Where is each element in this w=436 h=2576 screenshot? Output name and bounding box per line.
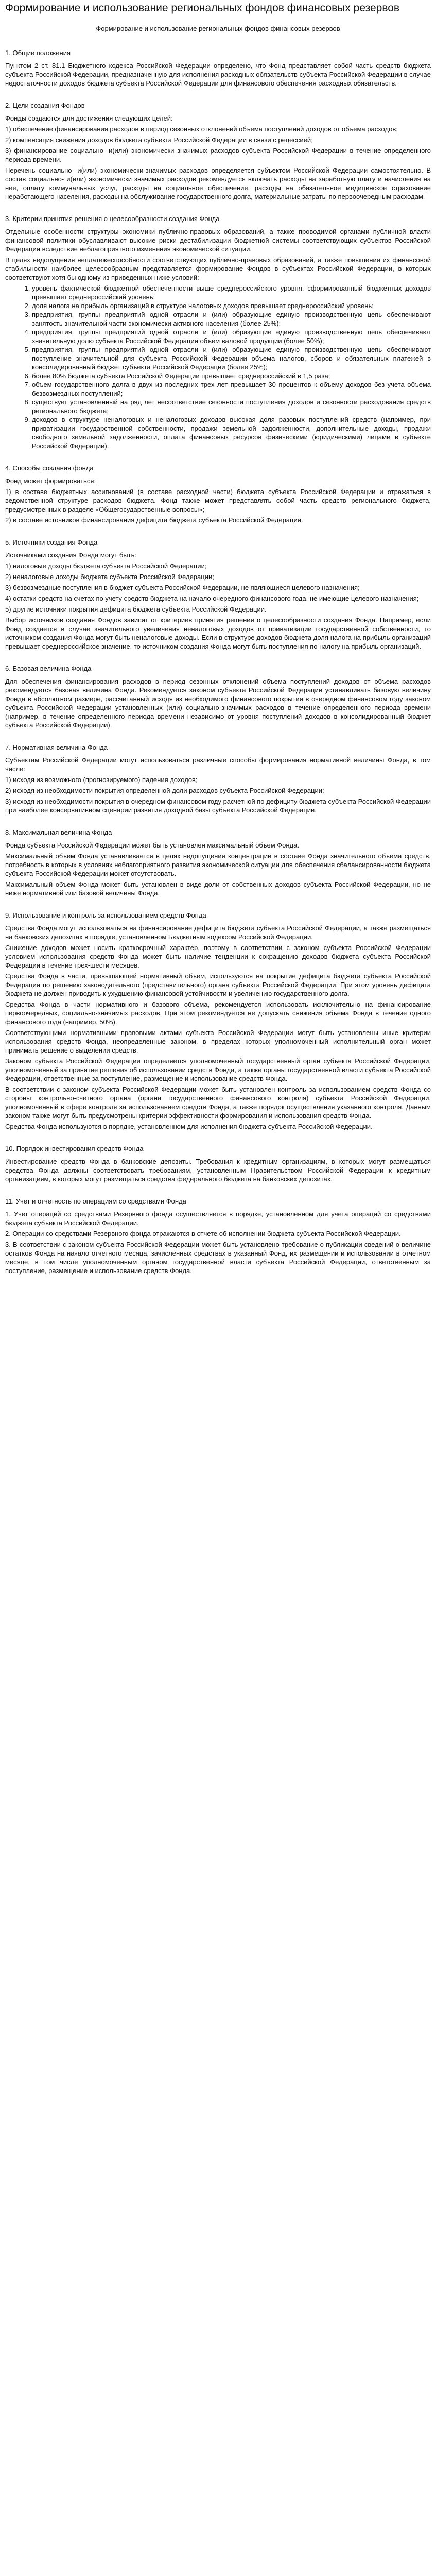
section-heading: 1. Общие положения [5, 49, 71, 57]
criteria-list [5, 284, 431, 450]
list-item: 8. существует установленный на ряд лет несоответствие сезонности поступления доходов и сезонности расходования средств регионального бюджета; [32, 398, 431, 415]
paragraph: Соответствующими нормативными правовыми актами субъекта Российской Федерации могут быть установлены иные критерии использования средств Фонда, неопределенные законом, в пределах которых уполномоченный исполнительный орган может принимать решение о выделении средств. [5, 1029, 431, 1054]
paragraph: В соответствии с законом субъекта Российской Федерации может быть установлен контроль за использованием средств Фонда со стороны контрольно-счетного органа (органа государственного финансового контроля) субъекта Российской Федерации, уполномоченный в сфере контроля за использованием средств Фонда, а также порядок осуществления указанного контроля. Данным законом также могут быть предусмотрены критерии эффективности формирования и использования средств Фонда. [5, 1086, 431, 1120]
section-8 [5, 828, 431, 897]
section-heading: 11. Учет и отчетность по операциям со средствами Фонда [5, 1197, 186, 1205]
section-5 [5, 538, 431, 651]
paragraph: Для обеспечения финансирования расходов в период сезонных отклонений объема поступлений доходов от объема расходов рекомендуется базовая величина Фонда. Рекомендуется законом субъекта Российской Федерации устанавливать базовую величину Фонда в абсолютном размере, рассчитанный исходя из необходимого финансового покрытия в очередном финансовом году законом субъекта Российской Федерации установленных (или) социально-значимых расходов в течение определенного периода времени (например, в течение определенного периода времени независимо от уровня поступлений доходов в консолидированный бюджет субъекта Российской Федерации). [5, 677, 431, 729]
section-6 [5, 664, 431, 730]
paragraph: Максимальный объем Фонда может быть установлен в виде доли от собственных доходов субъекта Российской Федерации, но не ниже нормативной или базовой величины Фонда. [5, 880, 431, 897]
list-item: 5. предприятия, группы предприятий одной отрасли и (или) образующие единую производственную цепь обеспечивают поступление значительной для субъекта Российской Федерации объема налогов, сборов и обязательных платежей в консолидированный бюджет субъекта Российской Федерации (более 25%); [32, 345, 431, 371]
paragraph: Фонд может формироваться: [5, 477, 96, 485]
paragraph: Средства Фонда в части нормативного и базового объема, рекомендуется использовать исключительно на финансирование первоочередных, социально-значимых расходов. При этом рекомендуется не допускать снижения объема Фонда в течение одного финансового года (например, 50%). [5, 1001, 431, 1026]
list-item: 6. более 80% бюджета субъекта Российской Федерации превышает среднероссийский в 1,5 раза; [32, 371, 431, 380]
paragraph: Законом субъекта Российской Федерации определяется уполномоченный государственный орган субъекта Российской Федерации, уполномоченный за принятие решения об использовании средств Фонда, а также органы государственной власти субъекта Российской Федерации, ответственные за поступление, размещение и использование средств Фонда. [5, 1057, 431, 1082]
paragraph: 4) остатки средств на счетах по учету средств бюджета на начало очередного финансового года, не имеющие целевого назначения; [5, 595, 419, 602]
paragraph: Фонды создаются для достижения следующих целей: [5, 114, 173, 122]
section-heading: 5. Источники создания Фонда [5, 538, 98, 546]
list-item: 7. объем государственного долга в двух из последних трех лет превышает 30 процентов к объему доходов без учета объема безвозмездных поступлений; [32, 380, 431, 398]
paragraph: Снижение доходов может носить краткосрочный характер, поэтому в соответствии с законом субъекта Российской Федерации условием использования средств Фонда может быть наличие тенденции к сокращению доходов бюджета субъекта Российской Федерации в течение трех-шести месяцев. [5, 944, 431, 969]
list-item: 9. доходов в структуре неналоговых и неналоговых доходов высокая доля разовых поступлений средств (например, при приватизации государственной собственности, продажи земельной задолженности, дополнительные доходы, продажи свободного земельной задолженности, оплата финансовых ресурсов физическими (юридическими) лицами в субъекте Российской Федерации). [32, 415, 431, 450]
section-heading: 3. Критерии принятия решения о целесообразности создания Фонда [5, 215, 220, 223]
paragraph: Средства Фонда могут использоваться на финансирование дефицита бюджета субъекта Российской Федерации, а также размещаться на банковских депозитах в порядке, установленном Бюджетным кодексом Российской Федерации. [5, 924, 431, 941]
paragraph: Инвестирование средств Фонда в банковские депозиты. Требования к кредитным организациям, в которых могут размещаться средства Фонда должны соответствовать требованиям, установленным Правительством Российской Федерации к кредитным организациям, в которых могут размещаться средства федерального бюджета на банковских депозитах. [5, 1158, 431, 1183]
section-3 [5, 214, 431, 450]
section-heading: 6. Базовая величина Фонда [5, 665, 92, 672]
paragraph: 1) обеспечение финансирования расходов в период сезонных отклонений объема поступлений доходов от объема расходов; [5, 125, 398, 133]
list-item: 3. предприятия, группы предприятий одной отрасли и (или) образующие единую производственную цепь обеспечивают занятость значительной части экономически активного населения (более 25%); [32, 310, 431, 328]
paragraph: Пунктом 2 ст. 81.1 Бюджетного кодекса Российской Федерации определено, что Фонд представляет собой часть средств бюджета субъекта Российской Федерации, предназначенную для исполнения расходных обязательств субъекта Российской Федерации в случае недостаточности доходов бюджета субъекта Российской Федерации для финансового обеспечения расходных обязательств. [5, 62, 431, 87]
paragraph: В целях недопущения неплатежеспособности соответствующих публично-правовых образований, а также повышения их финансовой стабильности наиболее целесообразным представляется формирование Фондов в субъектах Российской Федерации, в которых соответствуют хотя бы одному из приведенных ниже условий: [5, 256, 431, 281]
paragraph: Перечень социально- и(или) экономически-значимых расходов определяется субъектом Российской Федерации самостоятельно. В состав социально- и(или) экономически значимых расходов рекомендуется включать расходы на заработную плату и начисления на нее, оплату коммунальных услуг, расходы на социальное обеспечение, расходы на обязательное медицинское страхование неработающего населения, расходы на обслуживание государственного долга, материальные затраты по первоочередным расходам. [5, 166, 431, 200]
section-heading: 9. Использование и контроль за использованием средств Фонда [5, 911, 206, 919]
paragraph: 2) неналоговые доходы бюджета субъекта Российской Федерации; [5, 573, 214, 581]
paragraph: 2) в составе источников финансирования дефицита бюджета субъекта Российской Федерации. [5, 516, 303, 524]
section-9 [5, 911, 431, 1131]
list-item: 2. доля налога на прибыль организаций в структуре налоговых доходов превышает среднероссийский уровень; [32, 301, 431, 310]
paragraph: 1) налоговые доходы бюджета субъекта Российской Федерации; [5, 562, 207, 570]
paragraph: 5) другие источники покрытия дефицита бюджета субъекта Российской Федерации. [5, 605, 267, 613]
paragraph: 3) безвозмездные поступления в бюджет субъекта Российской Федерации, не являющиеся целевого назначения; [5, 584, 360, 591]
paragraph: 1) исходя из возможного (прогнозируемого) падения доходов; [5, 776, 198, 784]
section-heading: 10. Порядок инвестирования средств Фонда [5, 1145, 144, 1153]
paragraph: Выбор источников создания Фондов зависит от критериев принятия решения о целесообразности создания Фонда. Например, если Фонд создается в случае значительного увеличения неналоговых доходов от приватизации государственной собственности, то источником создания Фонда могут быть неналоговые доходы. Если в структуре доходов бюджета доля налога на прибыль организаций превышает среднероссийское значение, то источником создания Фонда могут быть поступления по налогу на прибыль организаций. [5, 616, 431, 650]
document-body [5, 48, 431, 1275]
section-1 [5, 48, 431, 88]
paragraph: Фонда субъекта Российской Федерации может быть установлен максимальный объем Фонда. [5, 841, 299, 849]
page-title: Формирование и использование региональных фондов финансовых резервов [5, 2, 400, 14]
section-10 [5, 1144, 431, 1183]
paragraph: 3) финансирование социально- и(или) экономически значимых расходов субъекта Российской Федерации в течение определенного периода времени. [5, 147, 431, 163]
paragraph: Максимальный объем Фонда устанавливается в целях недопущения концентрации в составе Фонда значительного объема средств, потребность в которых в условиях неблагоприятного развития экономической ситуации для обеспечения сбалансированности бюджета субъекта Российской Федерации может отсутствовать. [5, 852, 431, 877]
paragraph: Отдельные особенности структуры экономики публично-правовых образований, а также проводимой органами публичной власти финансовой политики обуславливают высокие риски дестабилизации бюджетной системы соответствующих субъектов Российской Федерации вследствие неблагоприятного изменения экономической ситуации. [5, 228, 431, 253]
paragraph: 1) в составе бюджетных ассигнований (в составе расходной части) бюджета субъекта Российской Федерации и отражаться в ведомственной структуре расходов бюджета. Фонд также может представлять собой часть средств регионального бюджета, предусмотренных в разделе «Общегосударственные вопросы»; [5, 488, 431, 513]
section-7 [5, 743, 431, 815]
section-heading: 4. Способы создания фонда [5, 464, 94, 472]
paragraph: 2) компенсация снижения доходов бюджета субъекта Российской Федерации в связи с рецессией; [5, 136, 313, 144]
section-heading: 2. Цели создания Фондов [5, 101, 85, 109]
section-2 [5, 101, 431, 201]
paragraph: 3) исходя из необходимости покрытия в очередном финансовом году расчетной по дефициту бюджета субъекта Российской Федерации при наиболее консервативном сценарии развития доходной базы субъекта Российской Федерации. [5, 798, 431, 814]
section-heading: 8. Максимальная величина Фонда [5, 828, 112, 836]
paragraph: Средства Фонда используются в порядке, установленном для исполнения бюджета субъекта Российской Федерации. [5, 1123, 373, 1130]
section-4 [5, 464, 431, 524]
paragraph: 2. Операции со средствами Резервного фонда отражаются в отчете об исполнении бюджета субъекта Российской Федерации. [5, 1230, 401, 1238]
section-11 [5, 1197, 431, 1275]
paragraph: Средства Фонда в части, превышающей нормативный объем, используются на покрытие дефицита бюджета субъекта Российской Федерации по решению законодательного (представительного) органа субъекта Российской Федерации. При этом уровень дефицита бюджета не должен приводить к ухудшению финансовой устойчивости и увеличению государственного долга. [5, 972, 431, 997]
paragraph: Источниками создания Фонда могут быть: [5, 551, 136, 559]
section-heading: 7. Нормативная величина Фонда [5, 743, 108, 751]
document-page [0, 2, 436, 1299]
paragraph: Субъектам Российской Федерации могут использоваться различные способы формирования нормативной величины Фонда, в том числе: [5, 756, 431, 773]
document-subtitle: Формирование и использование региональных фондов финансовых резервов [96, 25, 340, 32]
paragraph: 3. В соответствии с законом субъекта Российской Федерации может быть установлено требование о публикации сведений о величине остатков Фонда на начало отчетного месяца, зачисленных средствах в указанный Фонд, их размещении и использовании в отчетном месяце, в том числе уполномоченным органом государственной власти субъекта Российской Федерации, ответственным за поступление, размещение и использование средств Фонда. [5, 1241, 431, 1275]
paragraph: 1. Учет операций со средствами Резервного фонда осуществляется в порядке, установленном для учета операций со средствами бюджета субъекта Российской Федерации. [5, 1210, 431, 1227]
list-item: 1. уровень фактической бюджетной обеспеченности выше среднероссийского уровня, сформированный бюджетных доходов превышает среднероссийский уровень; [32, 284, 431, 301]
paragraph: 2) исходя из необходимости покрытия определенной доли расходов субъекта Российской Федерации; [5, 787, 324, 794]
list-item: 4. предприятия, группы предприятий одной отрасли и (или) образующие единую производственную цепь обеспечивают значительную долю субъекта Российской Федерации объем валовой продукции (более 50%); [32, 328, 431, 345]
